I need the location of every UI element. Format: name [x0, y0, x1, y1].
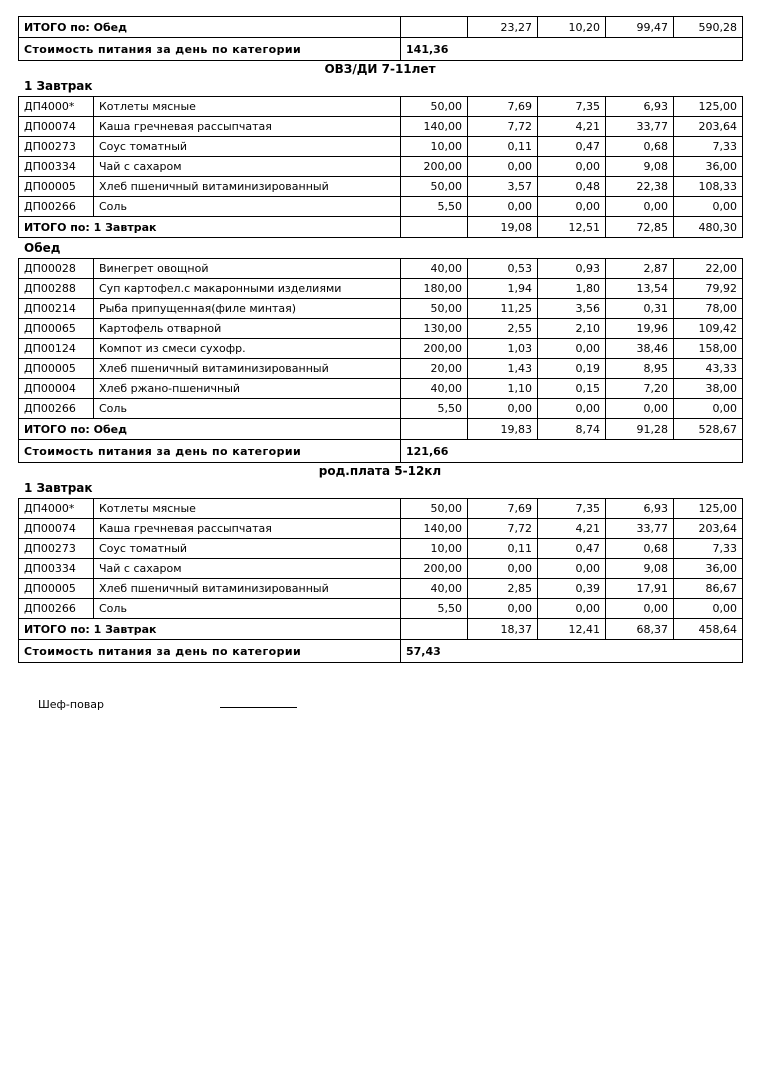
dish-code: ДП00005 [19, 177, 94, 197]
dish-value-2: 1,80 [538, 279, 606, 299]
dish-value-3: 6,93 [606, 499, 674, 519]
dish-value-4: 108,33 [674, 177, 743, 197]
dish-value-4: 125,00 [674, 499, 743, 519]
meal-total-label: ИТОГО по: Обед [19, 419, 401, 440]
meal-total-row [19, 17, 743, 38]
dish-value-2: 0,00 [538, 197, 606, 217]
total-value-cell: 72,85 [606, 217, 674, 238]
dish-code: ДП00214 [19, 299, 94, 319]
total-value-cell: 99,47 [606, 17, 674, 38]
dish-name: Чай с сахаром [94, 157, 401, 177]
dish-value-1: 2,85 [468, 579, 538, 599]
dish-value-1: 0,00 [468, 559, 538, 579]
dish-value-1: 0,53 [468, 259, 538, 279]
dish-qty: 200,00 [401, 339, 468, 359]
dish-value-2: 0,00 [538, 339, 606, 359]
dish-value-4: 36,00 [674, 157, 743, 177]
dish-row [19, 359, 743, 379]
dish-row [19, 97, 743, 117]
dish-name: Хлеб пшеничный витаминизированный [94, 177, 401, 197]
dish-value-4: 43,33 [674, 359, 743, 379]
meal-total-row [19, 619, 743, 640]
dish-name: Винегрет овощной [94, 259, 401, 279]
dish-name: Хлеб пшеничный витаминизированный [94, 359, 401, 379]
dish-value-3: 33,77 [606, 519, 674, 539]
dish-value-1: 1,10 [468, 379, 538, 399]
dish-code: ДП4000* [19, 97, 94, 117]
day-total-row [19, 640, 743, 663]
meals-container [18, 482, 742, 663]
dish-value-4: 7,33 [674, 137, 743, 157]
dish-name: Соль [94, 197, 401, 217]
dish-value-4: 78,00 [674, 299, 743, 319]
dish-value-1: 3,57 [468, 177, 538, 197]
total-value-cell: 19,08 [468, 217, 538, 238]
dish-value-3: 0,68 [606, 539, 674, 559]
dish-row [19, 379, 743, 399]
dish-row [19, 519, 743, 539]
dish-code: ДП00273 [19, 539, 94, 559]
dish-qty: 40,00 [401, 579, 468, 599]
total-value-cell: 12,51 [538, 217, 606, 238]
dish-value-4: 0,00 [674, 399, 743, 419]
dish-code: ДП00334 [19, 559, 94, 579]
dish-value-1: 1,94 [468, 279, 538, 299]
total-value-cell: 528,67 [674, 419, 743, 440]
dish-qty: 20,00 [401, 359, 468, 379]
dish-qty: 50,00 [401, 499, 468, 519]
dish-name: Картофель отварной [94, 319, 401, 339]
dish-value-4: 86,67 [674, 579, 743, 599]
dish-value-2: 0,19 [538, 359, 606, 379]
dish-value-4: 38,00 [674, 379, 743, 399]
day-total-value: 57,43 [401, 640, 743, 663]
dish-qty: 5,50 [401, 399, 468, 419]
dish-row [19, 279, 743, 299]
total-value-cell: 8,74 [538, 419, 606, 440]
total-value-cell: 23,27 [468, 17, 538, 38]
dish-row [19, 579, 743, 599]
dish-value-4: 203,64 [674, 117, 743, 137]
carryover-table [18, 16, 743, 61]
dish-name: Хлеб пшеничный витаминизированный [94, 579, 401, 599]
dish-value-4: 0,00 [674, 599, 743, 619]
dish-code: ДП00288 [19, 279, 94, 299]
dish-name: Соус томатный [94, 137, 401, 157]
day-total-label: Стоимость питания за день по категории [19, 640, 401, 663]
dish-name: Каша гречневая рассыпчатая [94, 117, 401, 137]
dish-qty: 5,50 [401, 599, 468, 619]
category-section [18, 465, 742, 663]
dish-qty: 50,00 [401, 97, 468, 117]
meal-name: 1 Завтрак [24, 79, 93, 93]
dish-name: Соль [94, 599, 401, 619]
day-total-row [19, 440, 743, 463]
empty-qty-cell [401, 217, 468, 238]
dish-name: Соус томатный [94, 539, 401, 559]
dish-row [19, 339, 743, 359]
total-value-cell: 19,83 [468, 419, 538, 440]
dish-value-3: 17,91 [606, 579, 674, 599]
meal-block [18, 482, 742, 663]
dish-row [19, 117, 743, 137]
dish-row [19, 197, 743, 217]
signature-label: Шеф-повар [38, 698, 105, 711]
dish-value-2: 3,56 [538, 299, 606, 319]
dish-value-4: 79,92 [674, 279, 743, 299]
dish-qty: 5,50 [401, 197, 468, 217]
dish-row [19, 137, 743, 157]
dish-qty: 130,00 [401, 319, 468, 339]
meal-total-row [19, 217, 743, 238]
day-total-row [19, 38, 743, 61]
dish-value-2: 0,48 [538, 177, 606, 197]
dish-value-1: 0,00 [468, 197, 538, 217]
dish-value-3: 0,00 [606, 197, 674, 217]
dish-qty: 140,00 [401, 117, 468, 137]
dish-value-3: 19,96 [606, 319, 674, 339]
dish-name: Котлеты мясные [94, 97, 401, 117]
dish-value-3: 9,08 [606, 559, 674, 579]
dish-code: ДП00266 [19, 599, 94, 619]
dish-value-2: 0,47 [538, 137, 606, 157]
dish-value-3: 33,77 [606, 117, 674, 137]
category-title: род.плата 5-12кл [318, 464, 442, 478]
dish-value-1: 11,25 [468, 299, 538, 319]
day-total-label: Стоимость питания за день по категории [19, 38, 401, 61]
meal-table [18, 96, 743, 238]
dish-value-2: 7,35 [538, 499, 606, 519]
total-value-cell: 590,28 [674, 17, 743, 38]
dish-qty: 10,00 [401, 137, 468, 157]
dish-value-3: 0,31 [606, 299, 674, 319]
total-value-cell: 458,64 [674, 619, 743, 640]
dish-qty: 180,00 [401, 279, 468, 299]
dish-row [19, 559, 743, 579]
dish-value-3: 6,93 [606, 97, 674, 117]
signature-block [18, 695, 742, 711]
dish-name: Хлеб ржано-пшеничный [94, 379, 401, 399]
dish-code: ДП00074 [19, 117, 94, 137]
dish-row [19, 177, 743, 197]
dish-value-2: 4,21 [538, 117, 606, 137]
dish-row [19, 599, 743, 619]
dish-value-2: 0,15 [538, 379, 606, 399]
dish-name: Компот из смеси сухофр. [94, 339, 401, 359]
meal-block [18, 242, 742, 463]
dish-row [19, 319, 743, 339]
meal-name: 1 Завтрак [24, 481, 93, 495]
dish-value-1: 2,55 [468, 319, 538, 339]
category-section [18, 63, 742, 463]
dish-value-1: 1,03 [468, 339, 538, 359]
dish-code: ДП00004 [19, 379, 94, 399]
dish-row [19, 299, 743, 319]
menu-cost-report-page [18, 0, 742, 711]
dish-value-3: 13,54 [606, 279, 674, 299]
dish-code: ДП00065 [19, 319, 94, 339]
dish-value-4: 36,00 [674, 559, 743, 579]
dish-code: ДП00005 [19, 359, 94, 379]
total-value-cell: 480,30 [674, 217, 743, 238]
dish-value-4: 203,64 [674, 519, 743, 539]
dish-value-1: 7,72 [468, 117, 538, 137]
dish-value-4: 22,00 [674, 259, 743, 279]
day-total-value: 141,36 [401, 38, 743, 61]
dish-value-2: 0,93 [538, 259, 606, 279]
dish-code: ДП00074 [19, 519, 94, 539]
meal-name: Обед [24, 241, 61, 255]
dish-name: Соль [94, 399, 401, 419]
total-value-cell: 68,37 [606, 619, 674, 640]
dish-value-3: 38,46 [606, 339, 674, 359]
dish-name: Чай с сахаром [94, 559, 401, 579]
dish-code: ДП00124 [19, 339, 94, 359]
dish-value-3: 2,87 [606, 259, 674, 279]
dish-code: ДП00273 [19, 137, 94, 157]
dish-value-4: 125,00 [674, 97, 743, 117]
total-value-cell: 12,41 [538, 619, 606, 640]
dish-value-3: 8,95 [606, 359, 674, 379]
total-value-cell: 10,20 [538, 17, 606, 38]
meal-table [18, 498, 743, 663]
dish-row [19, 539, 743, 559]
dish-value-3: 0,68 [606, 137, 674, 157]
day-total-value: 121,66 [401, 440, 743, 463]
dish-code: ДП00266 [19, 399, 94, 419]
meal-total-label: ИТОГО по: 1 Завтрак [19, 619, 401, 640]
dish-code: ДП00005 [19, 579, 94, 599]
dish-row [19, 499, 743, 519]
dish-value-2: 0,00 [538, 559, 606, 579]
dish-value-3: 9,08 [606, 157, 674, 177]
dish-qty: 10,00 [401, 539, 468, 559]
dish-value-4: 109,42 [674, 319, 743, 339]
dish-value-3: 7,20 [606, 379, 674, 399]
dish-value-3: 0,00 [606, 599, 674, 619]
dish-name: Суп картофел.с макаронными изделиями [94, 279, 401, 299]
dish-value-2: 0,00 [538, 399, 606, 419]
dish-qty: 40,00 [401, 379, 468, 399]
dish-row [19, 399, 743, 419]
dish-code: ДП4000* [19, 499, 94, 519]
day-total-label: Стоимость питания за день по категории [19, 440, 401, 463]
empty-qty-cell [401, 17, 468, 38]
dish-value-2: 0,00 [538, 157, 606, 177]
dish-value-2: 2,10 [538, 319, 606, 339]
meal-total-row [19, 419, 743, 440]
dish-value-4: 7,33 [674, 539, 743, 559]
dish-qty: 50,00 [401, 299, 468, 319]
dish-value-2: 0,00 [538, 599, 606, 619]
dish-value-4: 158,00 [674, 339, 743, 359]
meal-block [18, 80, 742, 238]
dish-qty: 40,00 [401, 259, 468, 279]
dish-value-3: 22,38 [606, 177, 674, 197]
dish-value-1: 0,11 [468, 137, 538, 157]
dish-qty: 200,00 [401, 559, 468, 579]
dish-code: ДП00028 [19, 259, 94, 279]
dish-name: Каша гречневая рассыпчатая [94, 519, 401, 539]
meals-container [18, 80, 742, 463]
dish-value-2: 4,21 [538, 519, 606, 539]
meal-total-label: ИТОГО по: Обед [19, 17, 401, 38]
category-title: ОВЗ/ДИ 7-11лет [324, 62, 436, 76]
dish-value-1: 0,00 [468, 599, 538, 619]
dish-value-2: 0,47 [538, 539, 606, 559]
meal-table [18, 258, 743, 463]
dish-value-4: 0,00 [674, 197, 743, 217]
dish-value-1: 7,69 [468, 499, 538, 519]
dish-code: ДП00334 [19, 157, 94, 177]
empty-qty-cell [401, 419, 468, 440]
dish-value-2: 7,35 [538, 97, 606, 117]
dish-value-1: 0,11 [468, 539, 538, 559]
dish-value-1: 1,43 [468, 359, 538, 379]
dish-qty: 50,00 [401, 177, 468, 197]
dish-value-2: 0,39 [538, 579, 606, 599]
signature-line [220, 695, 297, 708]
dish-value-1: 7,72 [468, 519, 538, 539]
dish-value-1: 0,00 [468, 157, 538, 177]
total-value-cell: 18,37 [468, 619, 538, 640]
dish-row [19, 259, 743, 279]
dish-qty: 140,00 [401, 519, 468, 539]
dish-row [19, 157, 743, 177]
dish-code: ДП00266 [19, 197, 94, 217]
empty-qty-cell [401, 619, 468, 640]
dish-name: Котлеты мясные [94, 499, 401, 519]
dish-qty: 200,00 [401, 157, 468, 177]
dish-value-3: 0,00 [606, 399, 674, 419]
dish-value-1: 7,69 [468, 97, 538, 117]
dish-name: Рыба припущенная(филе минтая) [94, 299, 401, 319]
sections-container [18, 63, 742, 663]
dish-value-1: 0,00 [468, 399, 538, 419]
meal-total-label: ИТОГО по: 1 Завтрак [19, 217, 401, 238]
total-value-cell: 91,28 [606, 419, 674, 440]
